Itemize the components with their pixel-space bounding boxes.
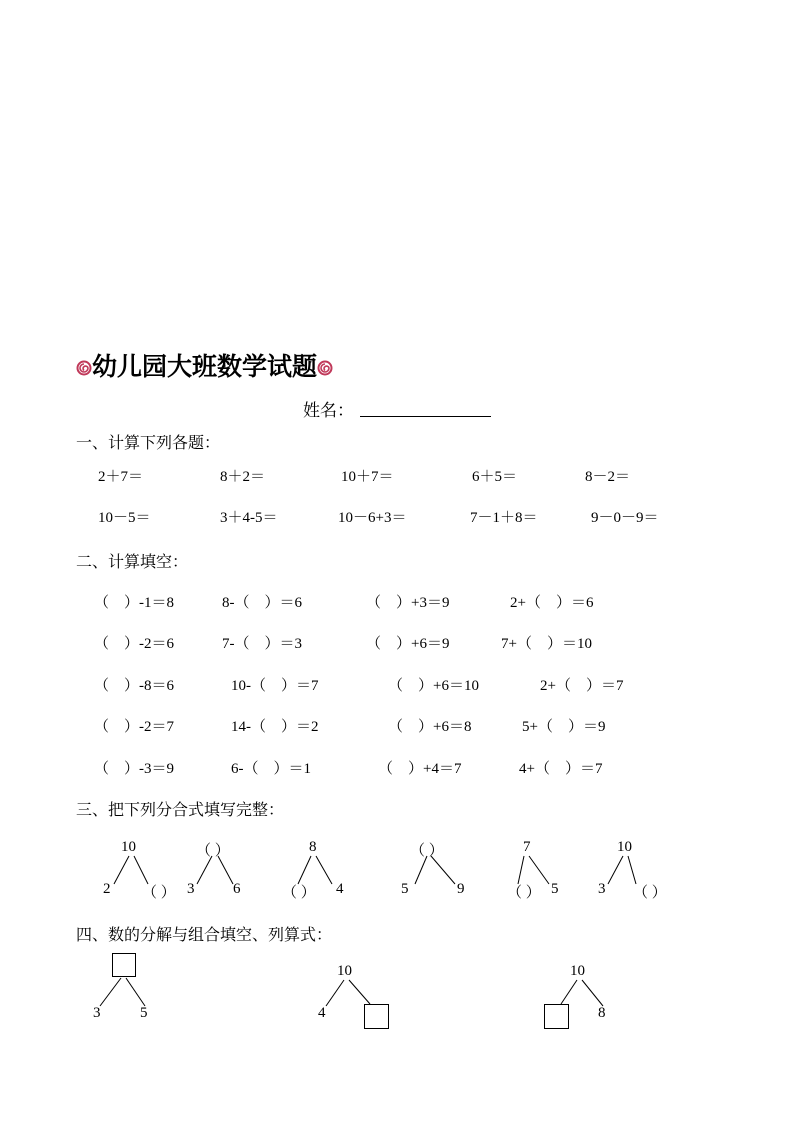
tree-left: （ ） <box>507 885 541 901</box>
tree-top: （ ） <box>196 843 230 859</box>
tree-top: 10 <box>617 839 632 855</box>
tree-right: （ ） <box>633 885 667 901</box>
equation: 8＋2＝ <box>220 469 266 485</box>
equation: 7－1＋8＝ <box>470 510 538 526</box>
tree-top: 10 <box>570 963 585 979</box>
tree-left: 3 <box>187 881 195 897</box>
fill-equation: （ ）-2＝6 <box>94 636 174 652</box>
fill-equation: （ ）-3＝9 <box>94 761 174 777</box>
fill-equation: 4+（ ）＝7 <box>519 761 603 777</box>
equation: 2＋7＝ <box>98 469 144 485</box>
name-label: 姓名： <box>303 401 354 421</box>
tree-left: 5 <box>401 881 409 897</box>
tree-top: 10 <box>337 963 352 979</box>
tree-left: 3 <box>598 881 606 897</box>
tree-right: 9 <box>457 881 465 897</box>
fill-equation: （ ）-8＝6 <box>94 678 174 694</box>
name-blank-line[interactable] <box>360 416 491 417</box>
equation: 10＋7＝ <box>341 469 394 485</box>
equation: 10－6+3＝ <box>338 510 407 526</box>
tree-top: 8 <box>309 839 317 855</box>
tree-right: 5 <box>140 1005 148 1021</box>
equation: 10－5＝ <box>98 510 151 526</box>
fill-equation: （ ）-2＝7 <box>94 719 174 735</box>
tree-right: 8 <box>598 1005 606 1021</box>
tree-right: 5 <box>551 881 559 897</box>
tree-left: （ ） <box>282 885 316 901</box>
tree-top: 10 <box>121 839 136 855</box>
fill-equation: 10-（ ）＝7 <box>231 678 319 694</box>
section1-heading: 一、计算下列各题： <box>76 433 221 452</box>
tree-left: 4 <box>318 1005 326 1021</box>
tree-top: 7 <box>523 839 531 855</box>
swirl-icon <box>317 360 333 376</box>
equation: 9－0－9＝ <box>591 510 659 526</box>
swirl-icon <box>76 360 92 376</box>
fill-equation: （ ）+3＝9 <box>366 595 450 611</box>
answer-box[interactable] <box>112 953 136 977</box>
equation: 6＋5＝ <box>472 469 518 485</box>
tree-right: 6 <box>233 881 241 897</box>
tree-top: （ ） <box>410 843 444 859</box>
tree-right: （ ） <box>142 885 176 901</box>
fill-equation: （ ）+6＝9 <box>366 636 450 652</box>
section2-heading: 二、计算填空： <box>76 552 189 571</box>
fill-equation: （ ）+4＝7 <box>378 761 462 777</box>
fill-equation: 2+（ ）＝7 <box>540 678 624 694</box>
fill-equation: 8-（ ）＝6 <box>222 595 302 611</box>
fill-equation: 7+（ ）＝10 <box>501 636 592 652</box>
fill-equation: 6-（ ）＝1 <box>231 761 311 777</box>
fill-equation: （ ）+6＝8 <box>388 719 472 735</box>
equation: 3＋4-5＝ <box>220 510 278 526</box>
answer-box[interactable] <box>364 1004 389 1029</box>
fill-equation: （ ）-1＝8 <box>94 595 174 611</box>
fill-equation: 2+（ ）＝6 <box>510 595 594 611</box>
tree-left: 2 <box>103 881 111 897</box>
fill-equation: 7-（ ）＝3 <box>222 636 302 652</box>
section3-heading: 三、把下列分合式填写完整： <box>76 800 285 819</box>
page-title <box>76 350 333 384</box>
tree-left: 3 <box>93 1005 101 1021</box>
tree-right: 4 <box>336 881 344 897</box>
fill-equation: 14-（ ）＝2 <box>231 719 319 735</box>
fill-equation: 5+（ ）＝9 <box>522 719 606 735</box>
equation: 8－2＝ <box>585 469 631 485</box>
fill-equation: （ ）+6＝10 <box>388 678 479 694</box>
section4-heading: 四、数的分解与组合填空、列算式： <box>76 925 333 944</box>
title-text: 幼儿园大班数学试题 <box>92 352 318 381</box>
answer-box[interactable] <box>544 1004 569 1029</box>
